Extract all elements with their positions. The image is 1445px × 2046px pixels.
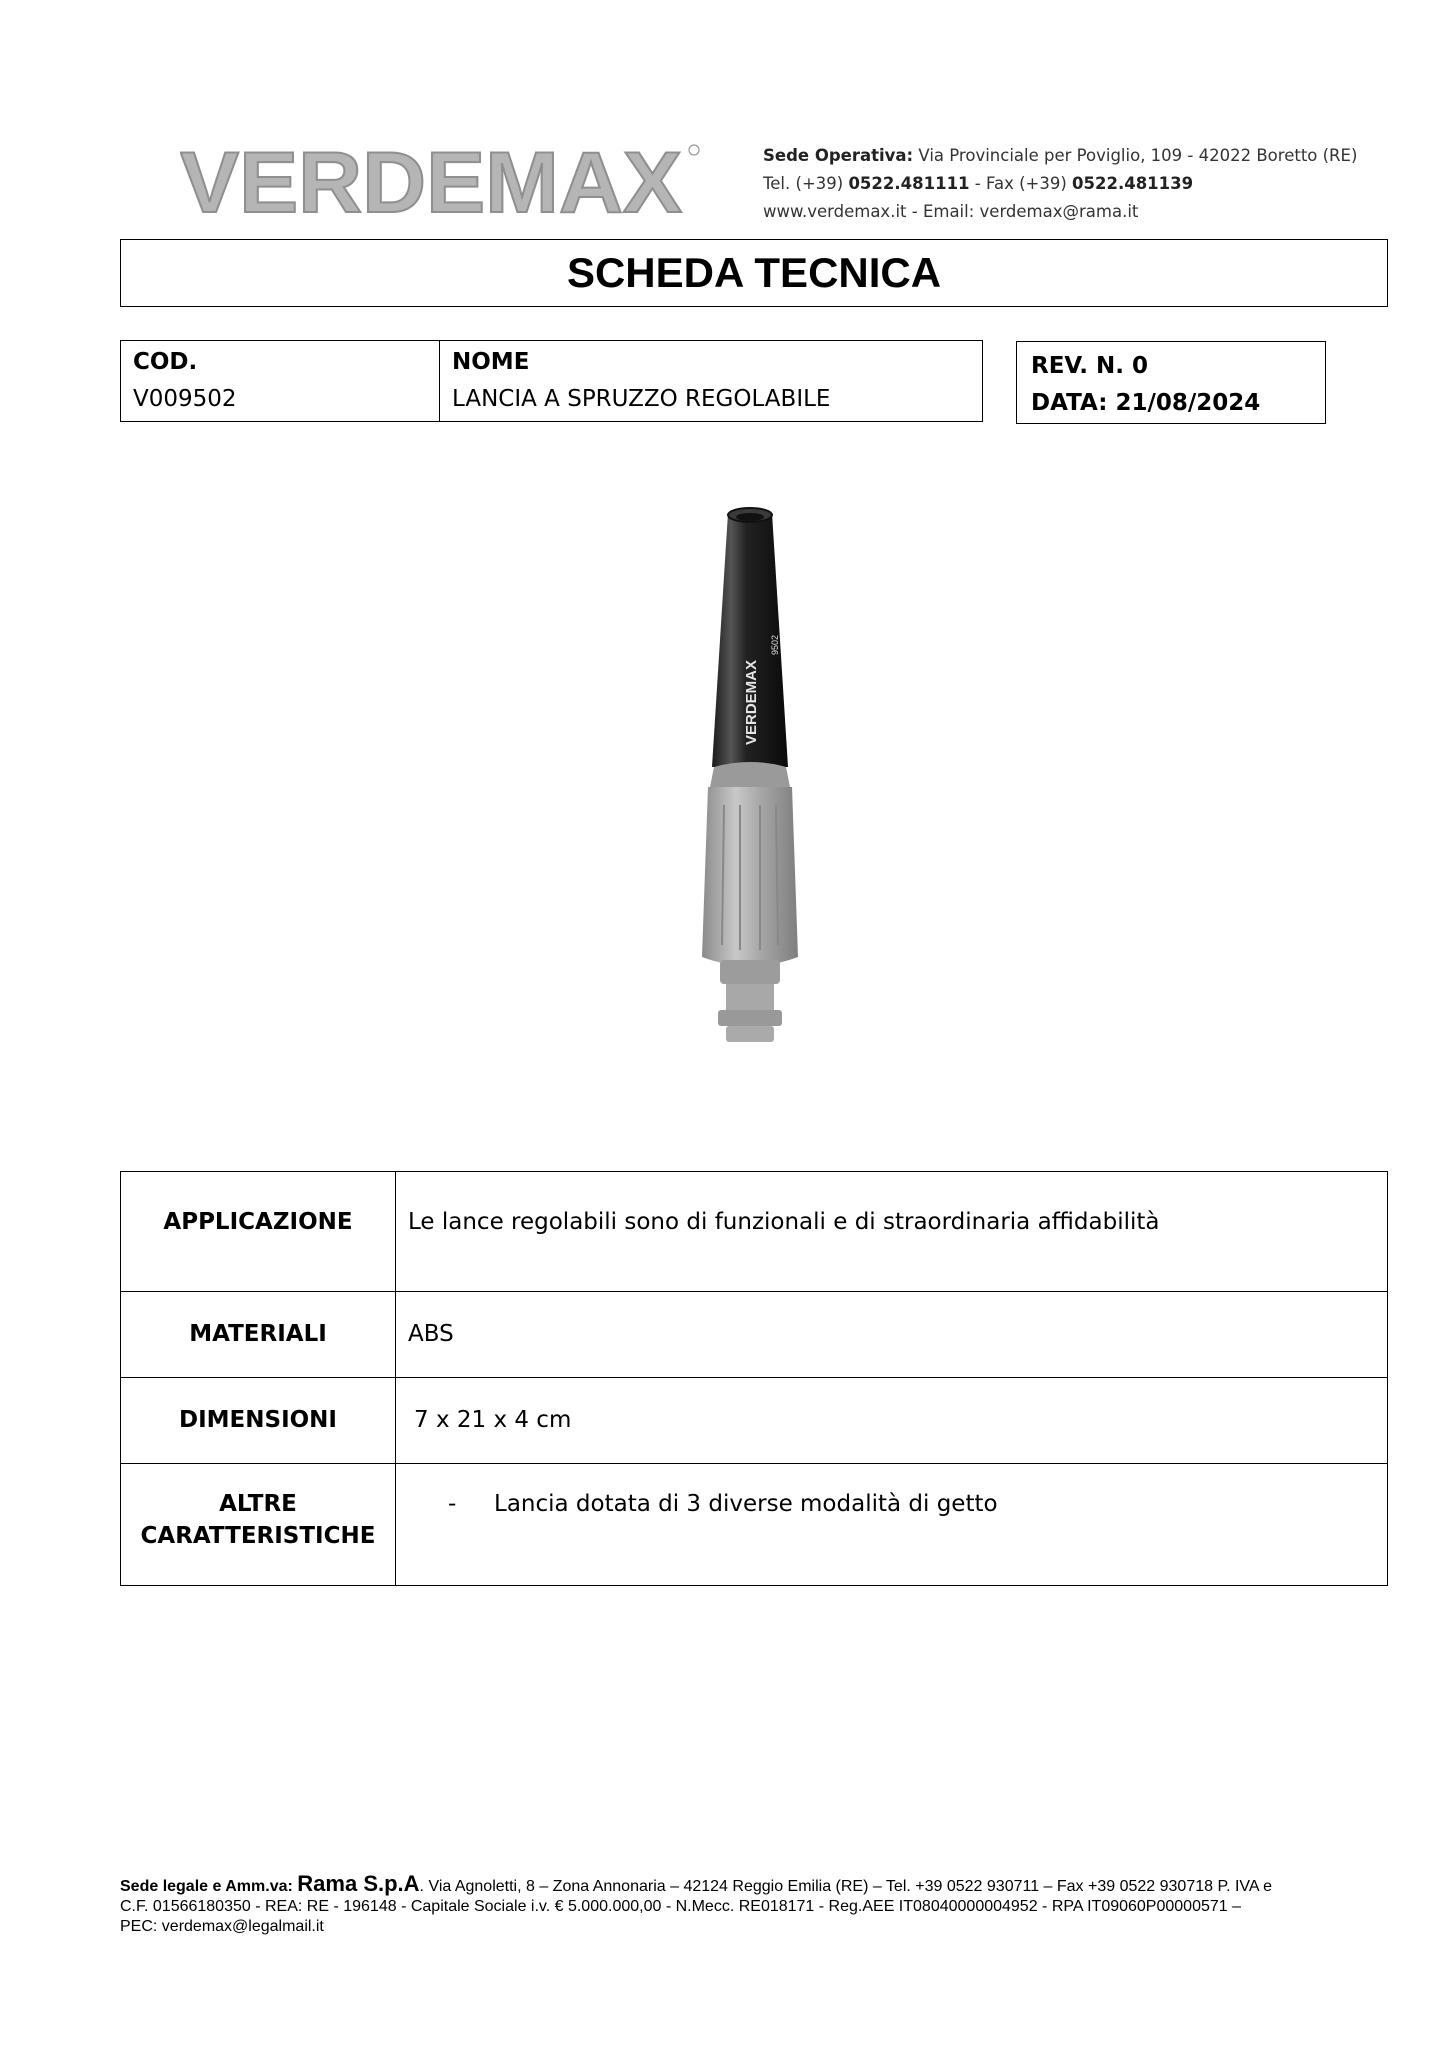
product-image (660, 505, 840, 1045)
revision-number: REV. N. 0 (1031, 353, 1148, 379)
footer-company: Rama S.p.A (297, 1871, 420, 1896)
seat-label: Sede Operativa: (763, 146, 914, 165)
title-box (120, 239, 1388, 307)
name-value: LANCIA A SPRUZZO REGOLABILE (452, 386, 831, 412)
bullet-dash: - (448, 1491, 457, 1517)
application-value: Le lance regolabili sono di funzionali e di straordinaria affidabilità (396, 1172, 1388, 1292)
other-label-line-1: ALTRE (219, 1491, 297, 1517)
registered-icon (689, 145, 699, 155)
seat-address: Via Provinciale per Poviglio, 109 - 42022 Boretto (RE) (918, 146, 1358, 165)
web-email-line: www.verdemax.it - Email: verdemax@rama.it (763, 202, 1139, 221)
footer-line-3: PEC: verdemax@legalmail.it (120, 1918, 324, 1935)
phone-line (763, 170, 1357, 198)
other-value: Lancia dotata di 3 diverse modalità di getto (494, 1491, 998, 1517)
revision-date: DATA: 21/08/2024 (1031, 390, 1261, 416)
name-cell (440, 341, 983, 422)
footer-legal-label: Sede legale e Amm.va: (120, 1878, 293, 1895)
footer-line-1-rest: . Via Agnoletti, 8 – Zona Annonaria – 42124 Reggio Emilia (RE) – Tel. +39 0522 930711 – Fax +39 0522 930718 P. IVA e (419, 1878, 1273, 1895)
code-cell (121, 341, 440, 422)
product-info-table (120, 340, 983, 422)
page-title: SCHEDA TECNICA (566, 249, 942, 296)
dimensions-label: DIMENSIONI (121, 1378, 396, 1464)
product-model-text: 9502 (770, 634, 780, 655)
spec-row-application (121, 1172, 1388, 1292)
spec-table (120, 1171, 1388, 1586)
code-value: V009502 (133, 386, 237, 412)
product-brand-text: VERDEMAX (743, 659, 760, 745)
footer-line-1 (120, 1871, 1390, 1897)
other-label-line-2: CARATTERISTICHE (140, 1523, 376, 1549)
fax-number: 0522.481139 (1072, 174, 1194, 193)
other-label (121, 1464, 396, 1586)
dimensions-value: 7 x 21 x 4 cm (396, 1378, 1388, 1464)
logo-text: VERDEMAX (180, 138, 682, 228)
other-value-cell (396, 1464, 1388, 1586)
footer (120, 1871, 1390, 1937)
spec-row-materials (121, 1292, 1388, 1378)
name-label: NOME (452, 349, 530, 375)
tel-number: 0522.481111 (848, 174, 970, 193)
tel-prefix: Tel. (+39) (763, 174, 844, 193)
materials-label: MATERIALI (121, 1292, 396, 1378)
spec-row-other (121, 1464, 1388, 1586)
revision-box (1016, 341, 1326, 424)
application-label: APPLICAZIONE (121, 1172, 396, 1292)
code-label: COD. (133, 349, 198, 375)
spec-row-dimensions (121, 1378, 1388, 1464)
seat-line (763, 142, 1357, 170)
verdemax-logo (180, 138, 700, 228)
fax-prefix: - Fax (+39) (974, 174, 1067, 193)
footer-line-2: C.F. 01566180350 - REA: RE - 196148 - Capitale Sociale i.v. € 5.000.000,00 - N.Mecc. RE018171 - Reg.AEE IT08040000004952 - RPA IT09060P00000571 – (120, 1898, 1242, 1915)
company-info (763, 142, 1357, 226)
materials-value: ABS (396, 1292, 1388, 1378)
